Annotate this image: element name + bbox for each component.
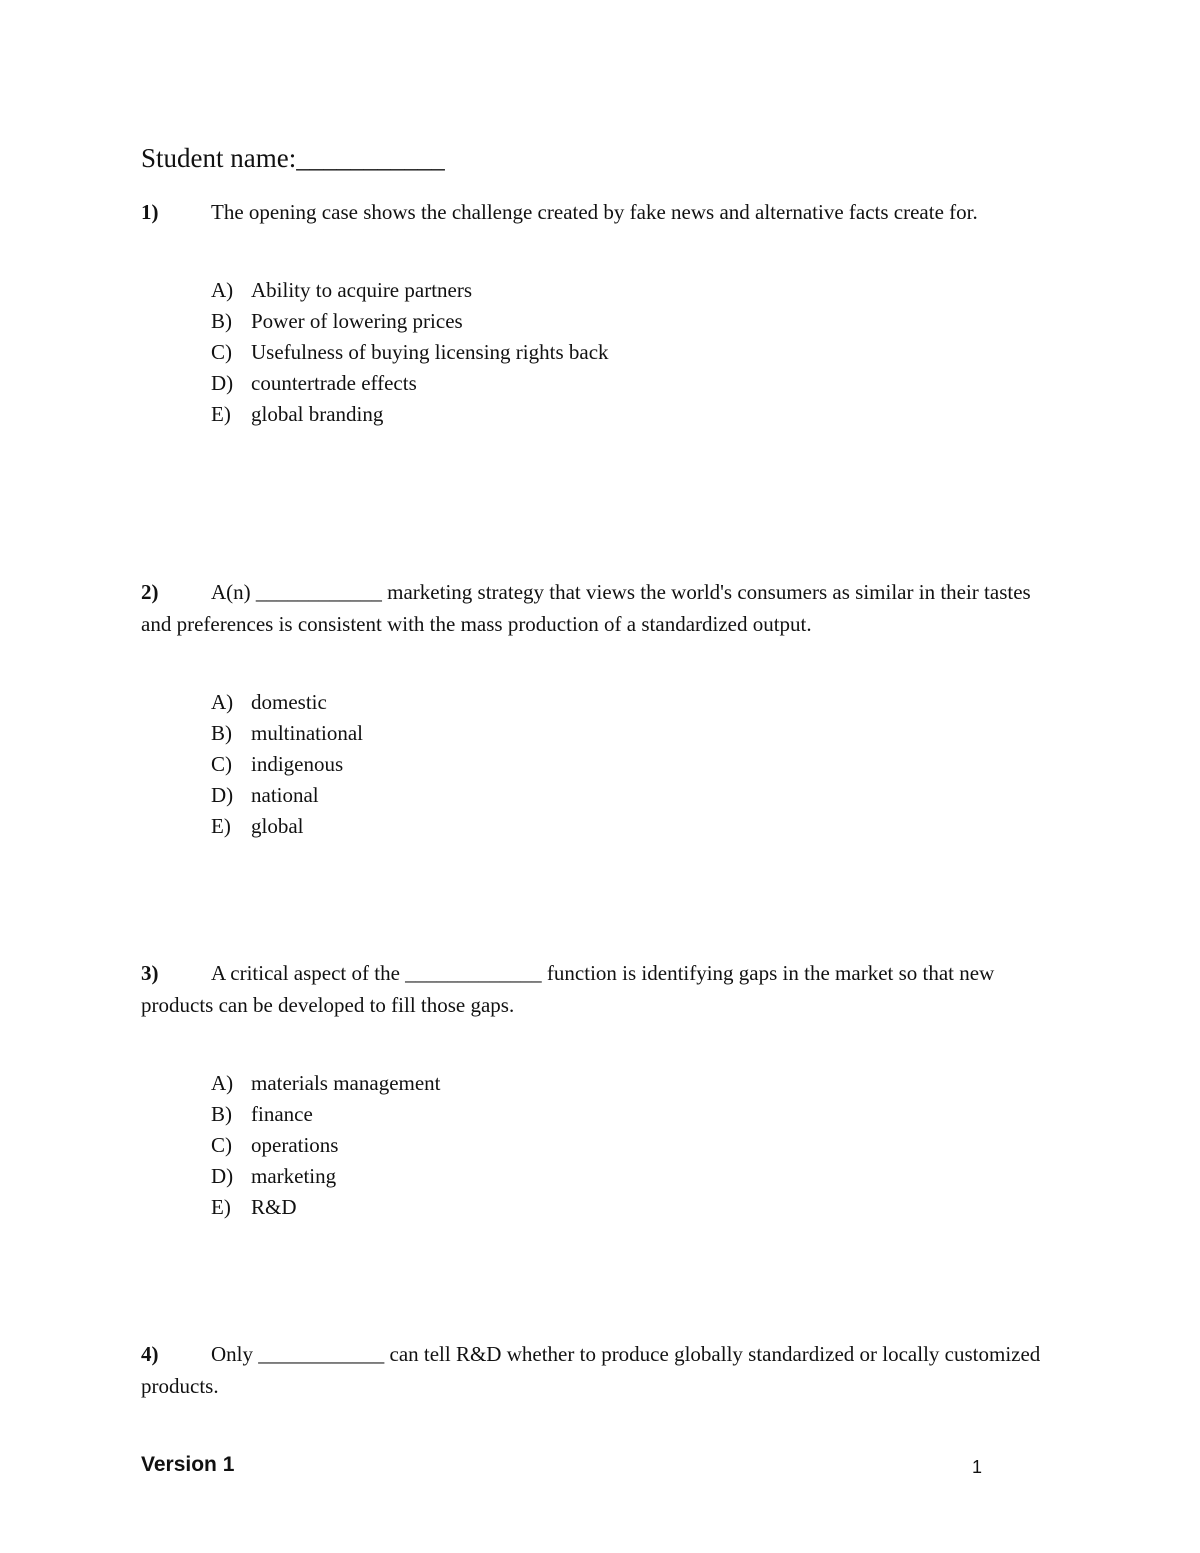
choice-text: global xyxy=(251,814,304,838)
question-4 xyxy=(141,1338,1061,1402)
answer-choice xyxy=(211,811,1061,842)
question-number: 2) xyxy=(141,580,159,604)
answer-choice xyxy=(211,749,1061,780)
question-stem xyxy=(141,957,1061,1021)
choice-text: countertrade effects xyxy=(251,371,417,395)
choice-letter: D) xyxy=(211,1164,234,1188)
answer-choice xyxy=(211,368,1061,399)
question-text: The opening case shows the challenge created by fake news and alternative facts create for. xyxy=(211,200,978,224)
choice-letter: C) xyxy=(211,752,232,776)
question-stem xyxy=(141,196,1061,228)
answer-choices xyxy=(211,275,1061,430)
answer-choice xyxy=(211,1130,1061,1161)
choice-letter: C) xyxy=(211,340,232,364)
answer-choice xyxy=(211,337,1061,368)
student-name-line: Student name:___________ xyxy=(141,143,445,173)
choice-letter: D) xyxy=(211,371,234,395)
question-text: A critical aspect of the _____________ function is identifying gaps in the market so that new products can be developed to fill those gaps. xyxy=(141,961,995,1017)
choice-text: Power of lowering prices xyxy=(251,309,463,333)
choice-letter: B) xyxy=(211,1102,232,1126)
choice-text: R&D xyxy=(251,1195,297,1219)
choice-letter: B) xyxy=(211,309,232,333)
choice-letter: B) xyxy=(211,721,232,745)
answer-choice xyxy=(211,1099,1061,1130)
question-text: A(n) ____________ marketing strategy that views the world's consumers as similar in their tastes and preferences is consistent with the mass production of a standardized output. xyxy=(141,580,1031,636)
answer-choice xyxy=(211,306,1061,337)
footer-version: Version 1 xyxy=(141,1453,235,1476)
question-2 xyxy=(141,576,1061,842)
question-3 xyxy=(141,957,1061,1223)
choice-letter: E) xyxy=(211,402,231,426)
question-stem xyxy=(141,1338,1061,1402)
answer-choice xyxy=(211,275,1061,306)
choice-text: multinational xyxy=(251,721,363,745)
answer-choice xyxy=(211,1068,1061,1099)
choice-text: national xyxy=(251,783,319,807)
answer-choice xyxy=(211,1161,1061,1192)
answer-choice xyxy=(211,399,1061,430)
question-text: Only ____________ can tell R&D whether to produce globally standardized or locally customized products. xyxy=(141,1342,1041,1398)
choice-text: marketing xyxy=(251,1164,337,1188)
answer-choices xyxy=(211,687,1061,842)
question-number: 4) xyxy=(141,1342,159,1366)
choice-text: domestic xyxy=(251,690,327,714)
question-number: 3) xyxy=(141,961,159,985)
footer-page-number: 1 xyxy=(972,1457,983,1477)
answer-choices xyxy=(211,1068,1061,1223)
answer-choice xyxy=(211,780,1061,811)
question-stem xyxy=(141,576,1061,640)
choice-text: operations xyxy=(251,1133,339,1157)
choice-letter: A) xyxy=(211,1071,234,1095)
choice-text: materials management xyxy=(251,1071,441,1095)
choice-letter: E) xyxy=(211,814,231,838)
choice-text: Ability to acquire partners xyxy=(251,278,473,302)
choice-letter: C) xyxy=(211,1133,232,1157)
choice-text: finance xyxy=(251,1102,313,1126)
choice-letter: E) xyxy=(211,1195,231,1219)
choice-letter: A) xyxy=(211,278,234,302)
choice-text: indigenous xyxy=(251,752,344,776)
choice-letter: A) xyxy=(211,690,234,714)
choice-text: Usefulness of buying licensing rights back xyxy=(251,340,609,364)
question-1 xyxy=(141,196,1061,430)
answer-choice xyxy=(211,687,1061,718)
choice-text: global branding xyxy=(251,402,384,426)
choice-letter: D) xyxy=(211,783,234,807)
question-number: 1) xyxy=(141,200,159,224)
answer-choice xyxy=(211,1192,1061,1223)
answer-choice xyxy=(211,718,1061,749)
